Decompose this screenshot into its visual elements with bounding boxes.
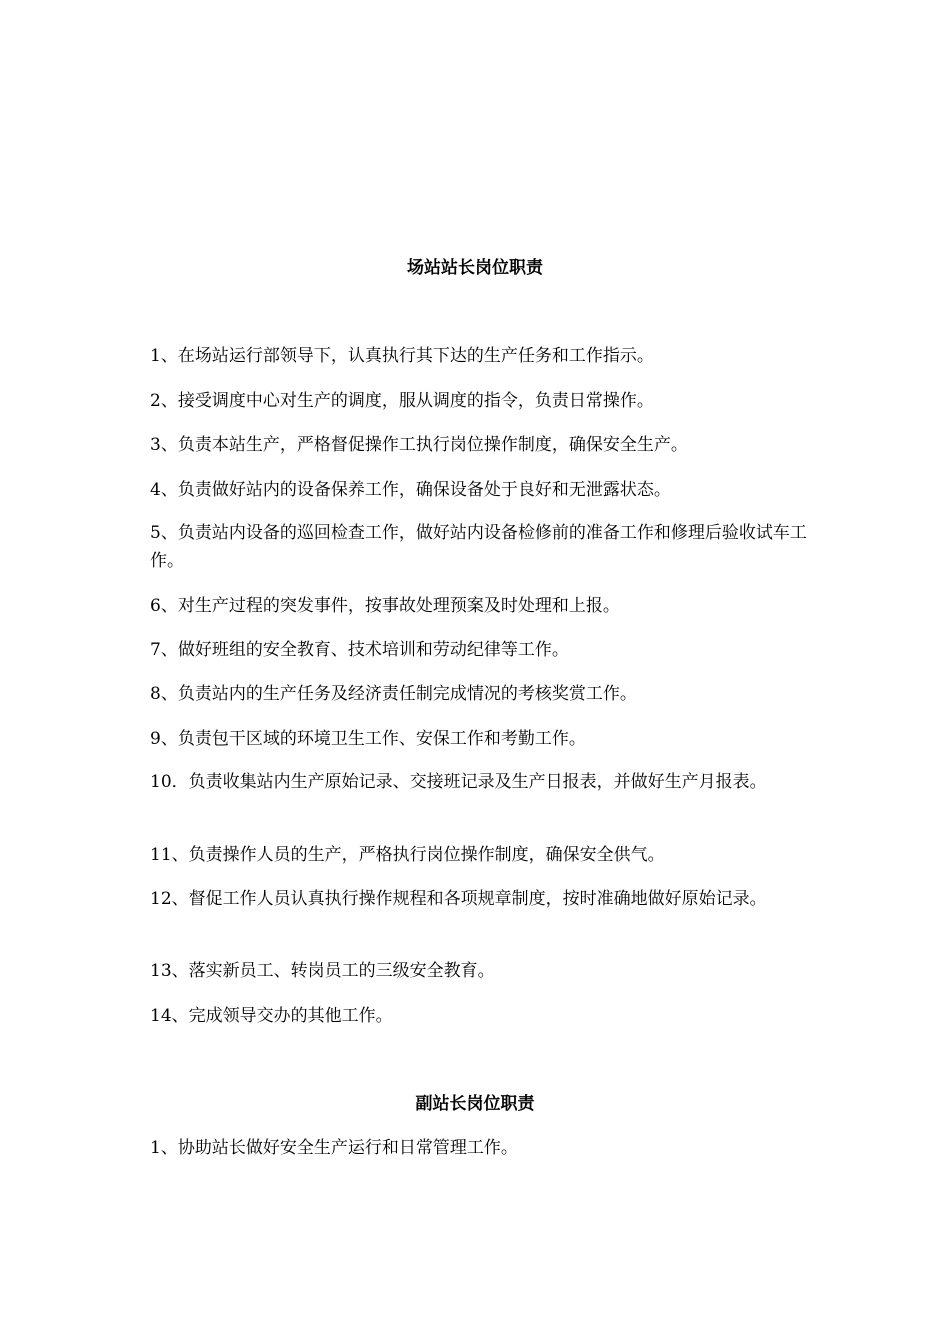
duty-item: 6、对生产过程的突发事件，按事故处理预案及时处理和上报。: [150, 596, 620, 616]
duty-item: 5、负责站内设备的巡回检查工作，做好站内设备检修前的准备工作和修理后验收试车工作。: [150, 523, 807, 571]
duty-item: 1、在场站运行部领导下，认真执行其下达的生产任务和工作指示。: [150, 346, 654, 366]
section-title-deputy-station-master: 副站长岗位职责: [415, 1094, 535, 1114]
duty-item: 3、负责本站生产，严格督促操作工执行岗位操作制度，确保安全生产。: [150, 435, 688, 455]
duty-item: 9、负责包干区域的环境卫生工作、安保工作和考勤工作。: [150, 729, 586, 749]
duty-item: 4、负责做好站内的设备保养工作，确保设备处于良好和无泄露状态。: [150, 480, 671, 500]
duty-item: 14、完成领导交办的其他工作。: [150, 1006, 393, 1026]
duty-item: 11、负责操作人员的生产，严格执行岗位操作制度，确保安全供气。: [150, 845, 665, 865]
section-title-station-master: 场站站长岗位职责: [407, 258, 543, 278]
duty-item: 1、协助站长做好安全生产运行和日常管理工作。: [150, 1138, 518, 1158]
duty-item: 7、做好班组的安全教育、技术培训和劳动纪律等工作。: [150, 640, 569, 660]
duty-item: 12、督促工作人员认真执行操作规程和各项规章制度，按时准确地做好原始记录。: [150, 889, 767, 909]
duty-item: 10．负责收集站内生产原始记录、交接班记录及生产日报表，并做好生产月报表。: [150, 772, 767, 792]
duty-item: 2、接受调度中心对生产的调度，服从调度的指令，负责日常操作。: [150, 391, 654, 411]
duty-item: 8、负责站内的生产任务及经济责任制完成情况的考核奖赏工作。: [150, 684, 637, 704]
duty-item: 13、落实新员工、转岗员工的三级安全教育。: [150, 961, 495, 981]
